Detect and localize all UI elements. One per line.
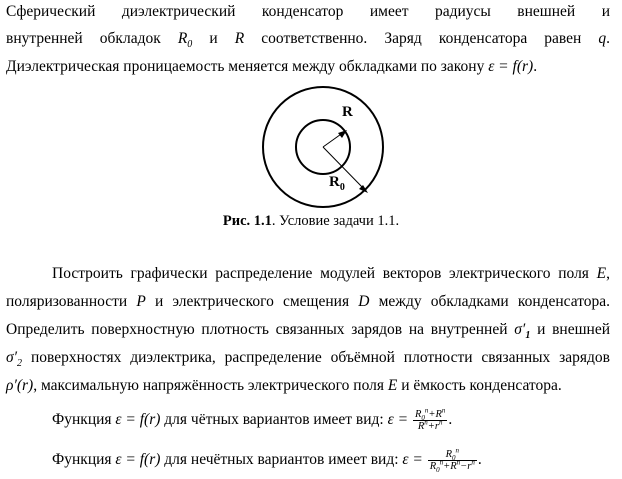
task-text: и электрического смещения	[154, 293, 350, 310]
task-line-4	[6, 348, 610, 368]
intro-line-3: Диэлектрическая проницаемость меняется между обкладками по закону ε = f(r).	[6, 58, 538, 75]
caption-text: . Условие задачи 1.1.	[271, 213, 400, 229]
symbol-E: E	[387, 377, 398, 394]
fraction-denominator: $R^n+r^n$	[417, 418, 443, 432]
formula-epsilon: ε = f(r)	[488, 58, 534, 75]
symbol-sigma1: $\sigma'_1$	[514, 321, 531, 342]
symbol-D: D	[358, 293, 370, 310]
fraction-numerator: $R_0^n+R^n$	[414, 406, 446, 423]
task-text: поверхностях диэлектрика, распределение объёмной плотности связанных зарядов	[30, 349, 610, 366]
fraction-even	[413, 406, 447, 432]
intro-line-2: внутренней обкладок $R_0$ и R соответственно. Заряд конденсатора равен q.	[6, 30, 611, 51]
function-text: для чётных вариантов имеет вид:	[164, 411, 384, 428]
task-text: Построить графически распределение модулей векторов электрического поля	[52, 265, 589, 282]
task-text: поляризованности	[6, 293, 128, 310]
task-line-3	[6, 320, 610, 340]
task-text: и внешней	[537, 321, 611, 338]
symbol-q: q	[598, 30, 607, 47]
formula-lhs: ε =	[387, 411, 409, 428]
function-odd-line: Функция ε = f(r) для нечётных вариантов имеет вид: ε = $\frac{R_0^n}{R_0^n+R^n-r^n}$ .	[52, 446, 482, 475]
intro-text: внутренней обкладок	[6, 30, 161, 47]
formula-epsilon: ε = f(r)	[115, 451, 161, 468]
symbol-R0: $R_0$	[177, 30, 193, 51]
symbol-R: R	[234, 30, 245, 47]
task-line-2	[6, 292, 610, 312]
caption-prefix: Рис. 1.1	[222, 213, 272, 229]
capacitor-figure	[259, 86, 389, 210]
intro-text: Сферический диэлектрический конденсатор имеет радиусы внешней и	[6, 3, 610, 20]
fraction-denominator: $R_0^n+R^n-r^n$	[429, 458, 475, 475]
intro-text: соответственно. Заряд конденсатора равен	[261, 30, 582, 47]
formula-epsilon: ε = f(r)	[115, 411, 161, 428]
function-even-line: Функция ε = f(r) для чётных вариантов имеет вид: ε = $\frac{R_0^n+R^n}{R^n+r^n}$ .	[52, 406, 453, 432]
formula-lhs: ε =	[402, 451, 423, 468]
task-text: между обкладками конденсатора.	[378, 293, 611, 310]
fraction-odd	[428, 446, 477, 475]
function-text: Функция	[52, 451, 112, 468]
function-text: Функция	[52, 411, 112, 428]
task-text: , максимальную напряжённость электрического поля	[33, 377, 384, 394]
symbol-P: P	[136, 293, 146, 310]
task-text: и ёмкость конденсатора.	[401, 377, 562, 394]
intro-line-1	[6, 2, 610, 22]
function-text: для нечётных вариантов имеет вид:	[164, 451, 399, 468]
symbol-rho: ρ′(r)	[6, 377, 34, 394]
label-R: R	[342, 104, 353, 120]
label-R0: $R_0$	[329, 174, 345, 193]
intro-text: Диэлектрическая проницаемость меняется между обкладками по закону	[6, 58, 485, 75]
symbol-E: E	[596, 265, 607, 282]
task-line-1: Построить графически распределение модулей векторов электрического поля E,	[52, 265, 611, 282]
symbol-sigma2: $\sigma'_2$	[6, 349, 23, 370]
intro-text: и	[209, 30, 218, 47]
task-text: Определить поверхностную плотность связанных зарядов на внутренней	[6, 321, 508, 338]
figure-caption	[0, 212, 622, 230]
fraction-numerator: $R_0^n$	[428, 449, 477, 461]
task-line-5	[6, 376, 610, 396]
